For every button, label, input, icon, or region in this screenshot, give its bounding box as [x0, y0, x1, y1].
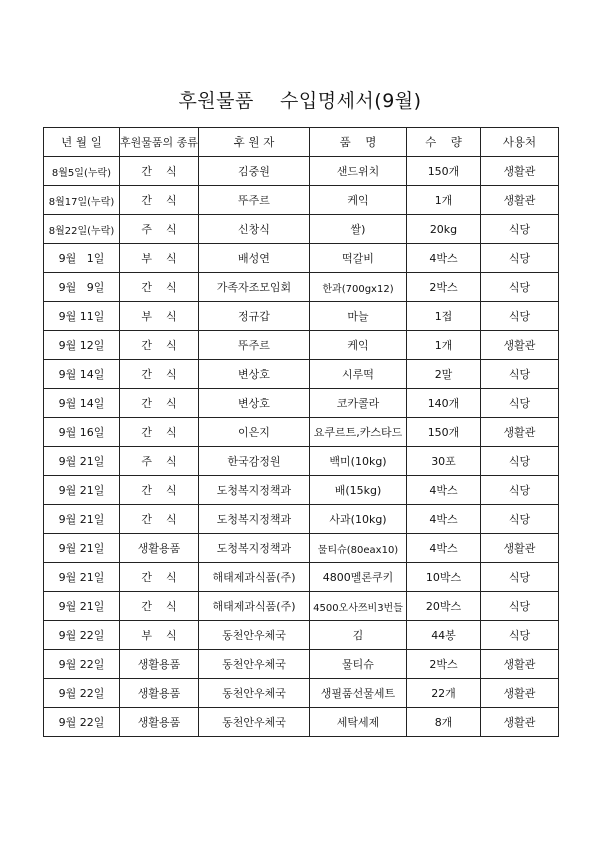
donor-cell: 도청복지정책과: [199, 505, 310, 534]
type-cell: 간 식: [120, 186, 199, 215]
donor-cell: 김중원: [199, 157, 310, 186]
type-cell: 간 식: [120, 505, 199, 534]
header-item-type: 후원물품의 종류: [120, 128, 199, 157]
usage-cell: 생활관: [481, 650, 559, 679]
table-row: [44, 157, 559, 186]
type-cell: 부 식: [120, 302, 199, 331]
table-row: [44, 563, 559, 592]
type-cell: 생활용품: [120, 708, 199, 737]
donor-cell: 동천안우체국: [199, 708, 310, 737]
item-cell: 쌀): [310, 215, 407, 244]
table-row: [44, 534, 559, 563]
quantity-cell: 20박스: [407, 592, 481, 621]
usage-cell: 생활관: [481, 331, 559, 360]
type-cell: 간 식: [120, 360, 199, 389]
table-row: [44, 679, 559, 708]
item-cell: 마늘: [310, 302, 407, 331]
item-cell: 떡갈비: [310, 244, 407, 273]
quantity-cell: 150개: [407, 157, 481, 186]
date-cell: 9월 21일: [44, 563, 120, 592]
header-date: 년 월 일: [44, 128, 120, 157]
date-cell: 8월5일(누락): [44, 157, 120, 186]
item-cell: 백미(10kg): [310, 447, 407, 476]
usage-cell: 식당: [481, 505, 559, 534]
quantity-cell: 1개: [407, 186, 481, 215]
quantity-cell: 2박스: [407, 273, 481, 302]
usage-cell: 식당: [481, 476, 559, 505]
date-cell: 9월 22일: [44, 708, 120, 737]
date-cell: 9월 21일: [44, 447, 120, 476]
table-row: [44, 476, 559, 505]
type-cell: 간 식: [120, 418, 199, 447]
type-cell: 간 식: [120, 331, 199, 360]
quantity-cell: 22개: [407, 679, 481, 708]
quantity-cell: 1개: [407, 331, 481, 360]
date-cell: 8월22일(누락): [44, 215, 120, 244]
donor-cell: 뚜주르: [199, 331, 310, 360]
donor-cell: 동천안우체국: [199, 650, 310, 679]
item-cell: 김: [310, 621, 407, 650]
header-usage: 사용처: [481, 128, 559, 157]
usage-cell: 식당: [481, 389, 559, 418]
donor-cell: 신창식: [199, 215, 310, 244]
usage-cell: 생활관: [481, 418, 559, 447]
type-cell: 간 식: [120, 157, 199, 186]
type-cell: 부 식: [120, 621, 199, 650]
donor-cell: 정규갑: [199, 302, 310, 331]
date-cell: 9월 21일: [44, 592, 120, 621]
usage-cell: 생활관: [481, 186, 559, 215]
donor-cell: 동천안우체국: [199, 621, 310, 650]
usage-cell: 생활관: [481, 679, 559, 708]
usage-cell: 식당: [481, 621, 559, 650]
type-cell: 주 식: [120, 215, 199, 244]
date-cell: 9월 21일: [44, 534, 120, 563]
date-cell: 9월 1일: [44, 244, 120, 273]
donor-cell: 해태제과식품(주): [199, 592, 310, 621]
quantity-cell: 2말: [407, 360, 481, 389]
quantity-cell: 2박스: [407, 650, 481, 679]
item-cell: 한과(700gx12): [310, 273, 407, 302]
type-cell: 생활용품: [120, 650, 199, 679]
item-cell: 코카콜라: [310, 389, 407, 418]
donor-cell: 뚜주르: [199, 186, 310, 215]
usage-cell: 식당: [481, 447, 559, 476]
header-item-name: 품 명: [310, 128, 407, 157]
date-cell: 9월 22일: [44, 621, 120, 650]
quantity-cell: 44봉: [407, 621, 481, 650]
donor-cell: 도청복지정책과: [199, 534, 310, 563]
header-quantity: 수 량: [407, 128, 481, 157]
type-cell: 간 식: [120, 563, 199, 592]
item-cell: 배(15kg): [310, 476, 407, 505]
table-row: [44, 244, 559, 273]
donor-cell: 도청복지정책과: [199, 476, 310, 505]
usage-cell: 식당: [481, 215, 559, 244]
item-cell: 샌드위치: [310, 157, 407, 186]
date-cell: 9월 14일: [44, 389, 120, 418]
donor-cell: 이은지: [199, 418, 310, 447]
date-cell: 8월17일(누락): [44, 186, 120, 215]
quantity-cell: 8개: [407, 708, 481, 737]
type-cell: 생활용품: [120, 534, 199, 563]
type-cell: 간 식: [120, 476, 199, 505]
quantity-cell: 4박스: [407, 244, 481, 273]
header-donor: 후 원 자: [199, 128, 310, 157]
donor-cell: 배성연: [199, 244, 310, 273]
donor-cell: 동천안우체국: [199, 679, 310, 708]
donor-cell: 가족자조모임회: [199, 273, 310, 302]
table-row: [44, 621, 559, 650]
date-cell: 9월 9일: [44, 273, 120, 302]
item-cell: 물티슈: [310, 650, 407, 679]
type-cell: 간 식: [120, 592, 199, 621]
usage-cell: 생활관: [481, 534, 559, 563]
usage-cell: 식당: [481, 244, 559, 273]
date-cell: 9월 21일: [44, 505, 120, 534]
item-cell: 사과(10kg): [310, 505, 407, 534]
date-cell: 9월 22일: [44, 679, 120, 708]
item-cell: 생필품선물세트: [310, 679, 407, 708]
quantity-cell: 30포: [407, 447, 481, 476]
quantity-cell: 150개: [407, 418, 481, 447]
item-cell: 4800멜론쿠키: [310, 563, 407, 592]
table-row: [44, 708, 559, 737]
item-cell: 요쿠르트,카스타드: [310, 418, 407, 447]
usage-cell: 식당: [481, 273, 559, 302]
table-row: [44, 360, 559, 389]
table-row: [44, 273, 559, 302]
type-cell: 생활용품: [120, 679, 199, 708]
table-row: [44, 592, 559, 621]
type-cell: 간 식: [120, 389, 199, 418]
usage-cell: 생활관: [481, 708, 559, 737]
date-cell: 9월 21일: [44, 476, 120, 505]
quantity-cell: 1접: [407, 302, 481, 331]
item-cell: 케익: [310, 331, 407, 360]
type-cell: 주 식: [120, 447, 199, 476]
type-cell: 부 식: [120, 244, 199, 273]
table-row: [44, 215, 559, 244]
date-cell: 9월 11일: [44, 302, 120, 331]
item-cell: 물티슈(80eax10): [310, 534, 407, 563]
quantity-cell: 10박스: [407, 563, 481, 592]
quantity-cell: 4박스: [407, 534, 481, 563]
donor-cell: 한국감정원: [199, 447, 310, 476]
date-cell: 9월 22일: [44, 650, 120, 679]
quantity-cell: 20kg: [407, 215, 481, 244]
donation-table: [43, 127, 559, 737]
table-row: [44, 650, 559, 679]
date-cell: 9월 16일: [44, 418, 120, 447]
donor-cell: 해태제과식품(주): [199, 563, 310, 592]
item-cell: 케익: [310, 186, 407, 215]
donor-cell: 변상호: [199, 360, 310, 389]
quantity-cell: 140개: [407, 389, 481, 418]
page-title: 후원물품 수입명세서(9월): [178, 90, 422, 112]
table-row: [44, 389, 559, 418]
date-cell: 9월 14일: [44, 360, 120, 389]
date-cell: 9월 12일: [44, 331, 120, 360]
usage-cell: 식당: [481, 592, 559, 621]
table-row: [44, 505, 559, 534]
quantity-cell: 4박스: [407, 505, 481, 534]
item-cell: 시루떡: [310, 360, 407, 389]
donor-cell: 변상호: [199, 389, 310, 418]
quantity-cell: 4박스: [407, 476, 481, 505]
item-cell: 4500오사쯔비3번들: [310, 592, 407, 621]
item-cell: 세탁세제: [310, 708, 407, 737]
usage-cell: 식당: [481, 563, 559, 592]
type-cell: 간 식: [120, 273, 199, 302]
table-row: [44, 186, 559, 215]
table-row: [44, 418, 559, 447]
header-row: [44, 128, 559, 157]
usage-cell: 생활관: [481, 157, 559, 186]
usage-cell: 식당: [481, 302, 559, 331]
table-row: [44, 447, 559, 476]
usage-cell: 식당: [481, 360, 559, 389]
table-row: [44, 302, 559, 331]
table-row: [44, 331, 559, 360]
